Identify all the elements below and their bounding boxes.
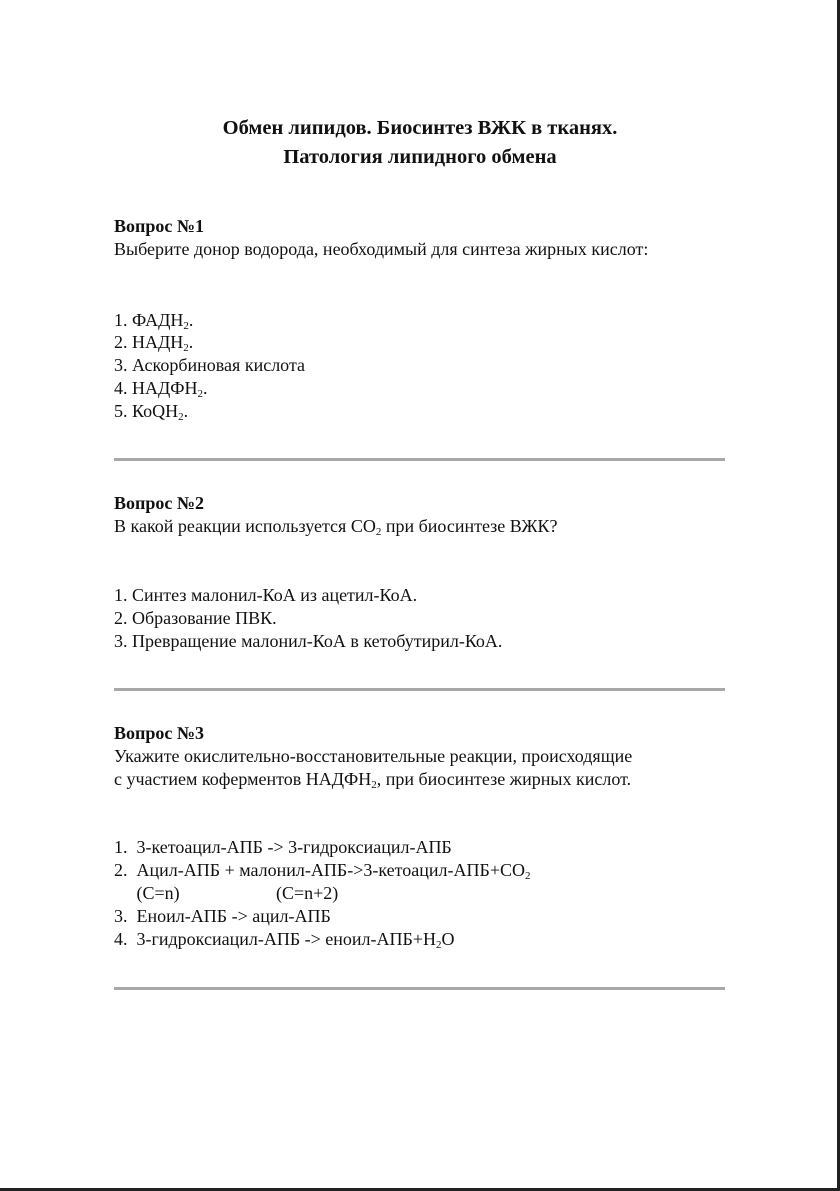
question-1-option-2: 2. $НАДН_2$. xyxy=(114,332,194,354)
section-divider-2 xyxy=(114,688,725,691)
question-3-option-2: 2. Ацил-АПБ + малонил-$АПБ->3-кетоацил-АПБ+СО_2$ xyxy=(114,860,531,882)
question-3-option-3: 3. Еноил-АПБ -> ацил-АПБ xyxy=(114,906,331,926)
question-1-text: Выберите донор водорода, необходимый для синтеза жирных кислот: xyxy=(114,239,649,259)
question-2-heading: Вопрос №2 xyxy=(114,493,204,513)
question-2-option-1: 1. Синтез малонил-КоА из ацетил-КоА. xyxy=(114,585,418,605)
question-1-option-5: 5. КоQН$_2$. xyxy=(114,401,189,423)
question-1-option-4: 4. $НАДФН_2$. xyxy=(114,378,208,400)
question-3-text-line-1: Укажите окислительно-восстановительные реакции, происходящие xyxy=(114,746,633,766)
page-title-line-2: Патология липидного обмена xyxy=(283,146,557,168)
question-1-option-3: 3. Аскорбиновая кислота xyxy=(114,355,306,375)
question-1-option-1: 1. $ФАДН_2$. xyxy=(114,310,194,332)
question-2-option-3: 3. Превращение малонил-КоА в кетобутирил-КоА. xyxy=(114,631,503,651)
section-divider-3 xyxy=(114,987,725,990)
section-divider-1 xyxy=(114,458,725,461)
question-3-option-1: 1. 3-кетоацил-АПБ -> 3-гидроксиацил-АПБ xyxy=(114,837,452,857)
question-2-text: В какой реакции используется $СО_2$ при биосинтезе ВЖК? xyxy=(114,516,558,538)
question-2-option-2: 2. Образование ПВК. xyxy=(114,608,277,628)
question-3-heading: Вопрос №3 xyxy=(114,723,204,743)
question-1-heading: Вопрос №1 xyxy=(114,216,204,236)
question-3-option-4: 4. 3-гидроксиацил-АПБ -> еноил-$АПБ+Н_2О$ xyxy=(114,929,455,951)
question-3-option-2-note: (С=n) (С=n+2) xyxy=(114,883,339,903)
question-3-text-line-2: с участием коферментов $НАДФН_2$, при биосинтезе жирных кислот. xyxy=(114,769,632,791)
page-title-line-1: Обмен липидов. Биосинтез ВЖК в тканях. xyxy=(222,117,618,139)
